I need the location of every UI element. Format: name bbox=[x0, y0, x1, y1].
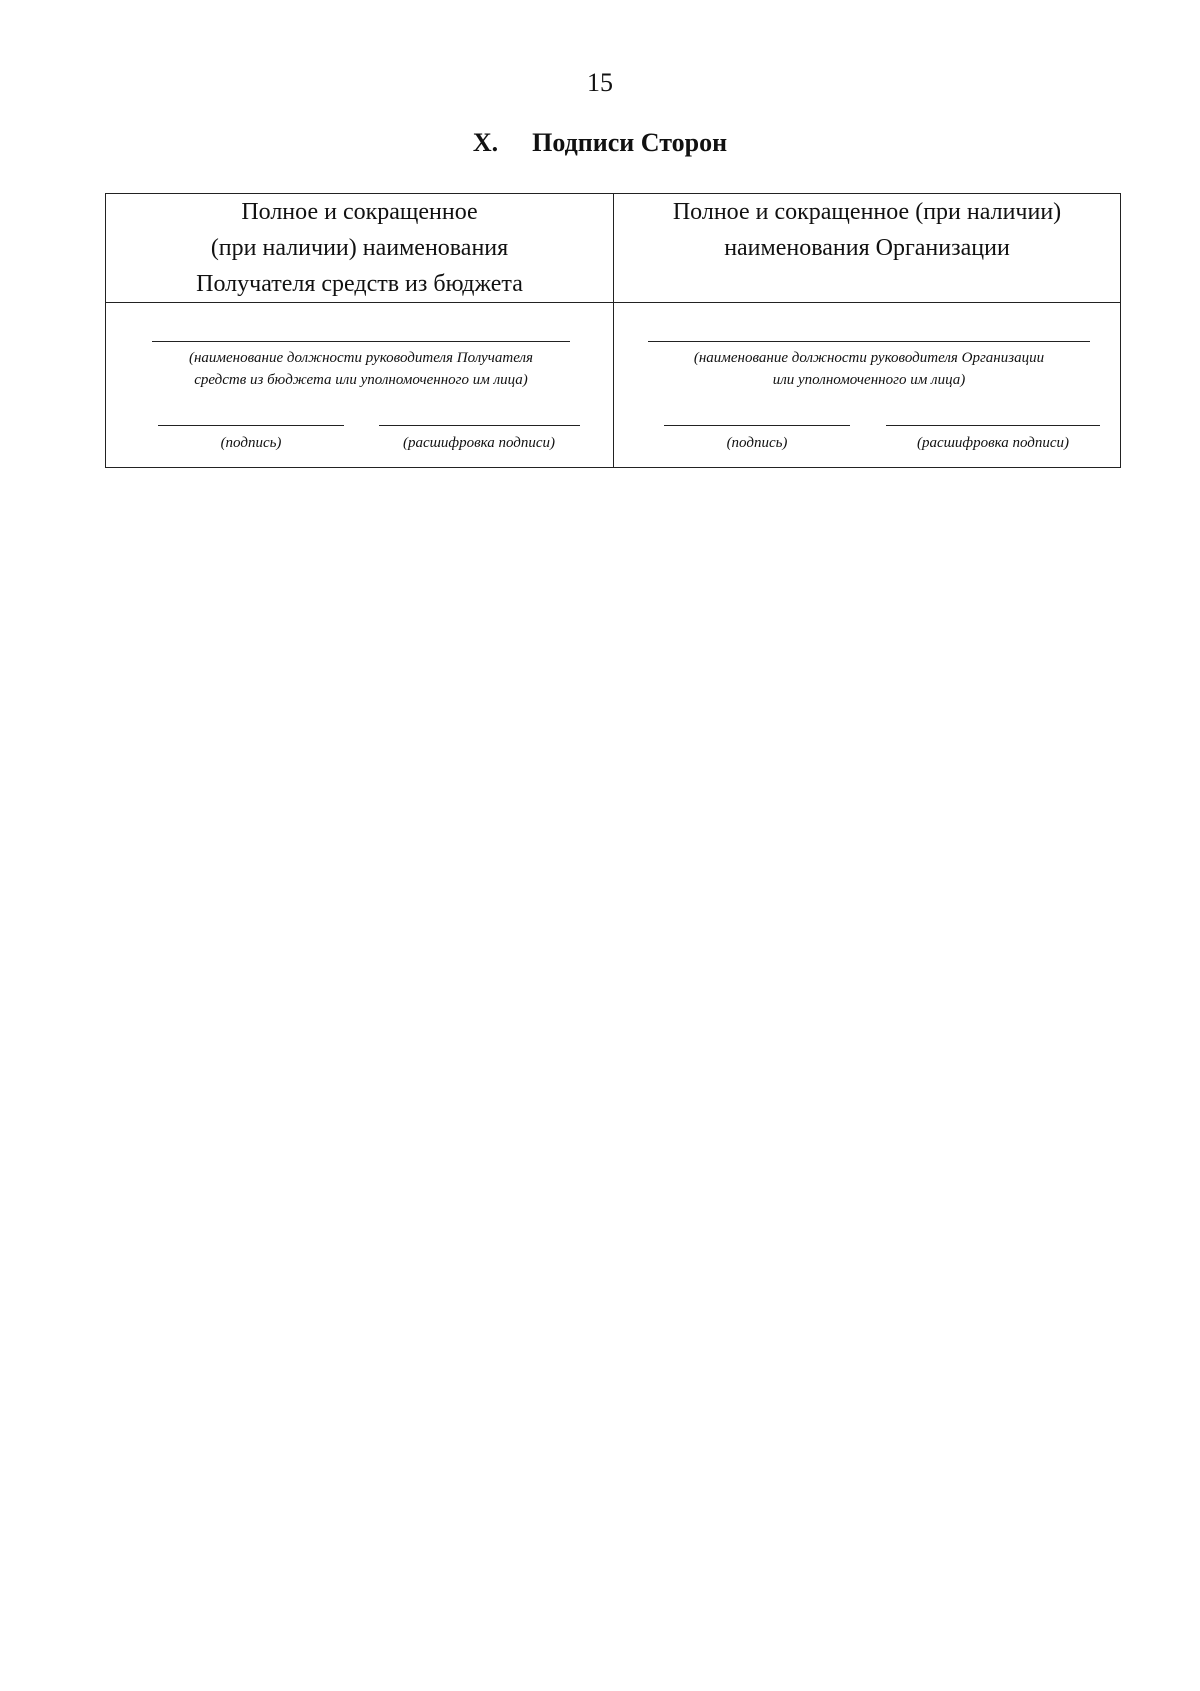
recipient-position-caption bbox=[126, 347, 596, 391]
recipient-signature-line bbox=[158, 425, 344, 426]
recipient-name-line: (при наличии) наименования bbox=[210, 235, 509, 261]
recipient-signature-cell bbox=[106, 303, 614, 468]
page-number: 15 bbox=[587, 68, 613, 97]
recipient-decryption-caption: (расшифровка подписи) bbox=[402, 435, 556, 451]
caption-line: (наименование должности руководителя Получателя bbox=[189, 350, 533, 366]
caption-line: средств из бюджета или уполномоченного им лица) bbox=[194, 372, 528, 388]
party-names-row bbox=[106, 194, 1121, 303]
recipient-name-cell bbox=[106, 194, 614, 303]
organization-decryption-line bbox=[886, 425, 1100, 426]
section-title bbox=[0, 128, 1200, 158]
recipient-decryption-line bbox=[379, 425, 580, 426]
recipient-name-line: Полное и сокращенное bbox=[241, 199, 478, 225]
recipient-name-line: Получателя средств из бюджета bbox=[196, 271, 523, 297]
recipient-signature-caption: (подпись) bbox=[220, 435, 282, 451]
signatures-table bbox=[105, 193, 1121, 468]
organization-name-cell bbox=[614, 194, 1121, 303]
section-title-text: Подписи Сторон bbox=[532, 128, 728, 157]
organization-name-line: наименования Организации bbox=[724, 235, 1010, 261]
recipient-position-line bbox=[152, 341, 570, 342]
organization-signature-line bbox=[664, 425, 850, 426]
section-number: X. bbox=[472, 128, 499, 157]
signature-row bbox=[106, 303, 1121, 468]
organization-position-line bbox=[648, 341, 1090, 342]
organization-name-line: Полное и сокращенное (при наличии) bbox=[672, 199, 1062, 225]
caption-line: или уполномоченного им лица) bbox=[772, 372, 966, 388]
organization-signature-cell bbox=[614, 303, 1121, 468]
organization-decryption-caption: (расшифровка подписи) bbox=[916, 435, 1070, 451]
organization-signature-caption: (подпись) bbox=[726, 435, 788, 451]
caption-line: (наименование должности руководителя Организации bbox=[693, 350, 1045, 366]
organization-position-caption bbox=[629, 347, 1109, 391]
